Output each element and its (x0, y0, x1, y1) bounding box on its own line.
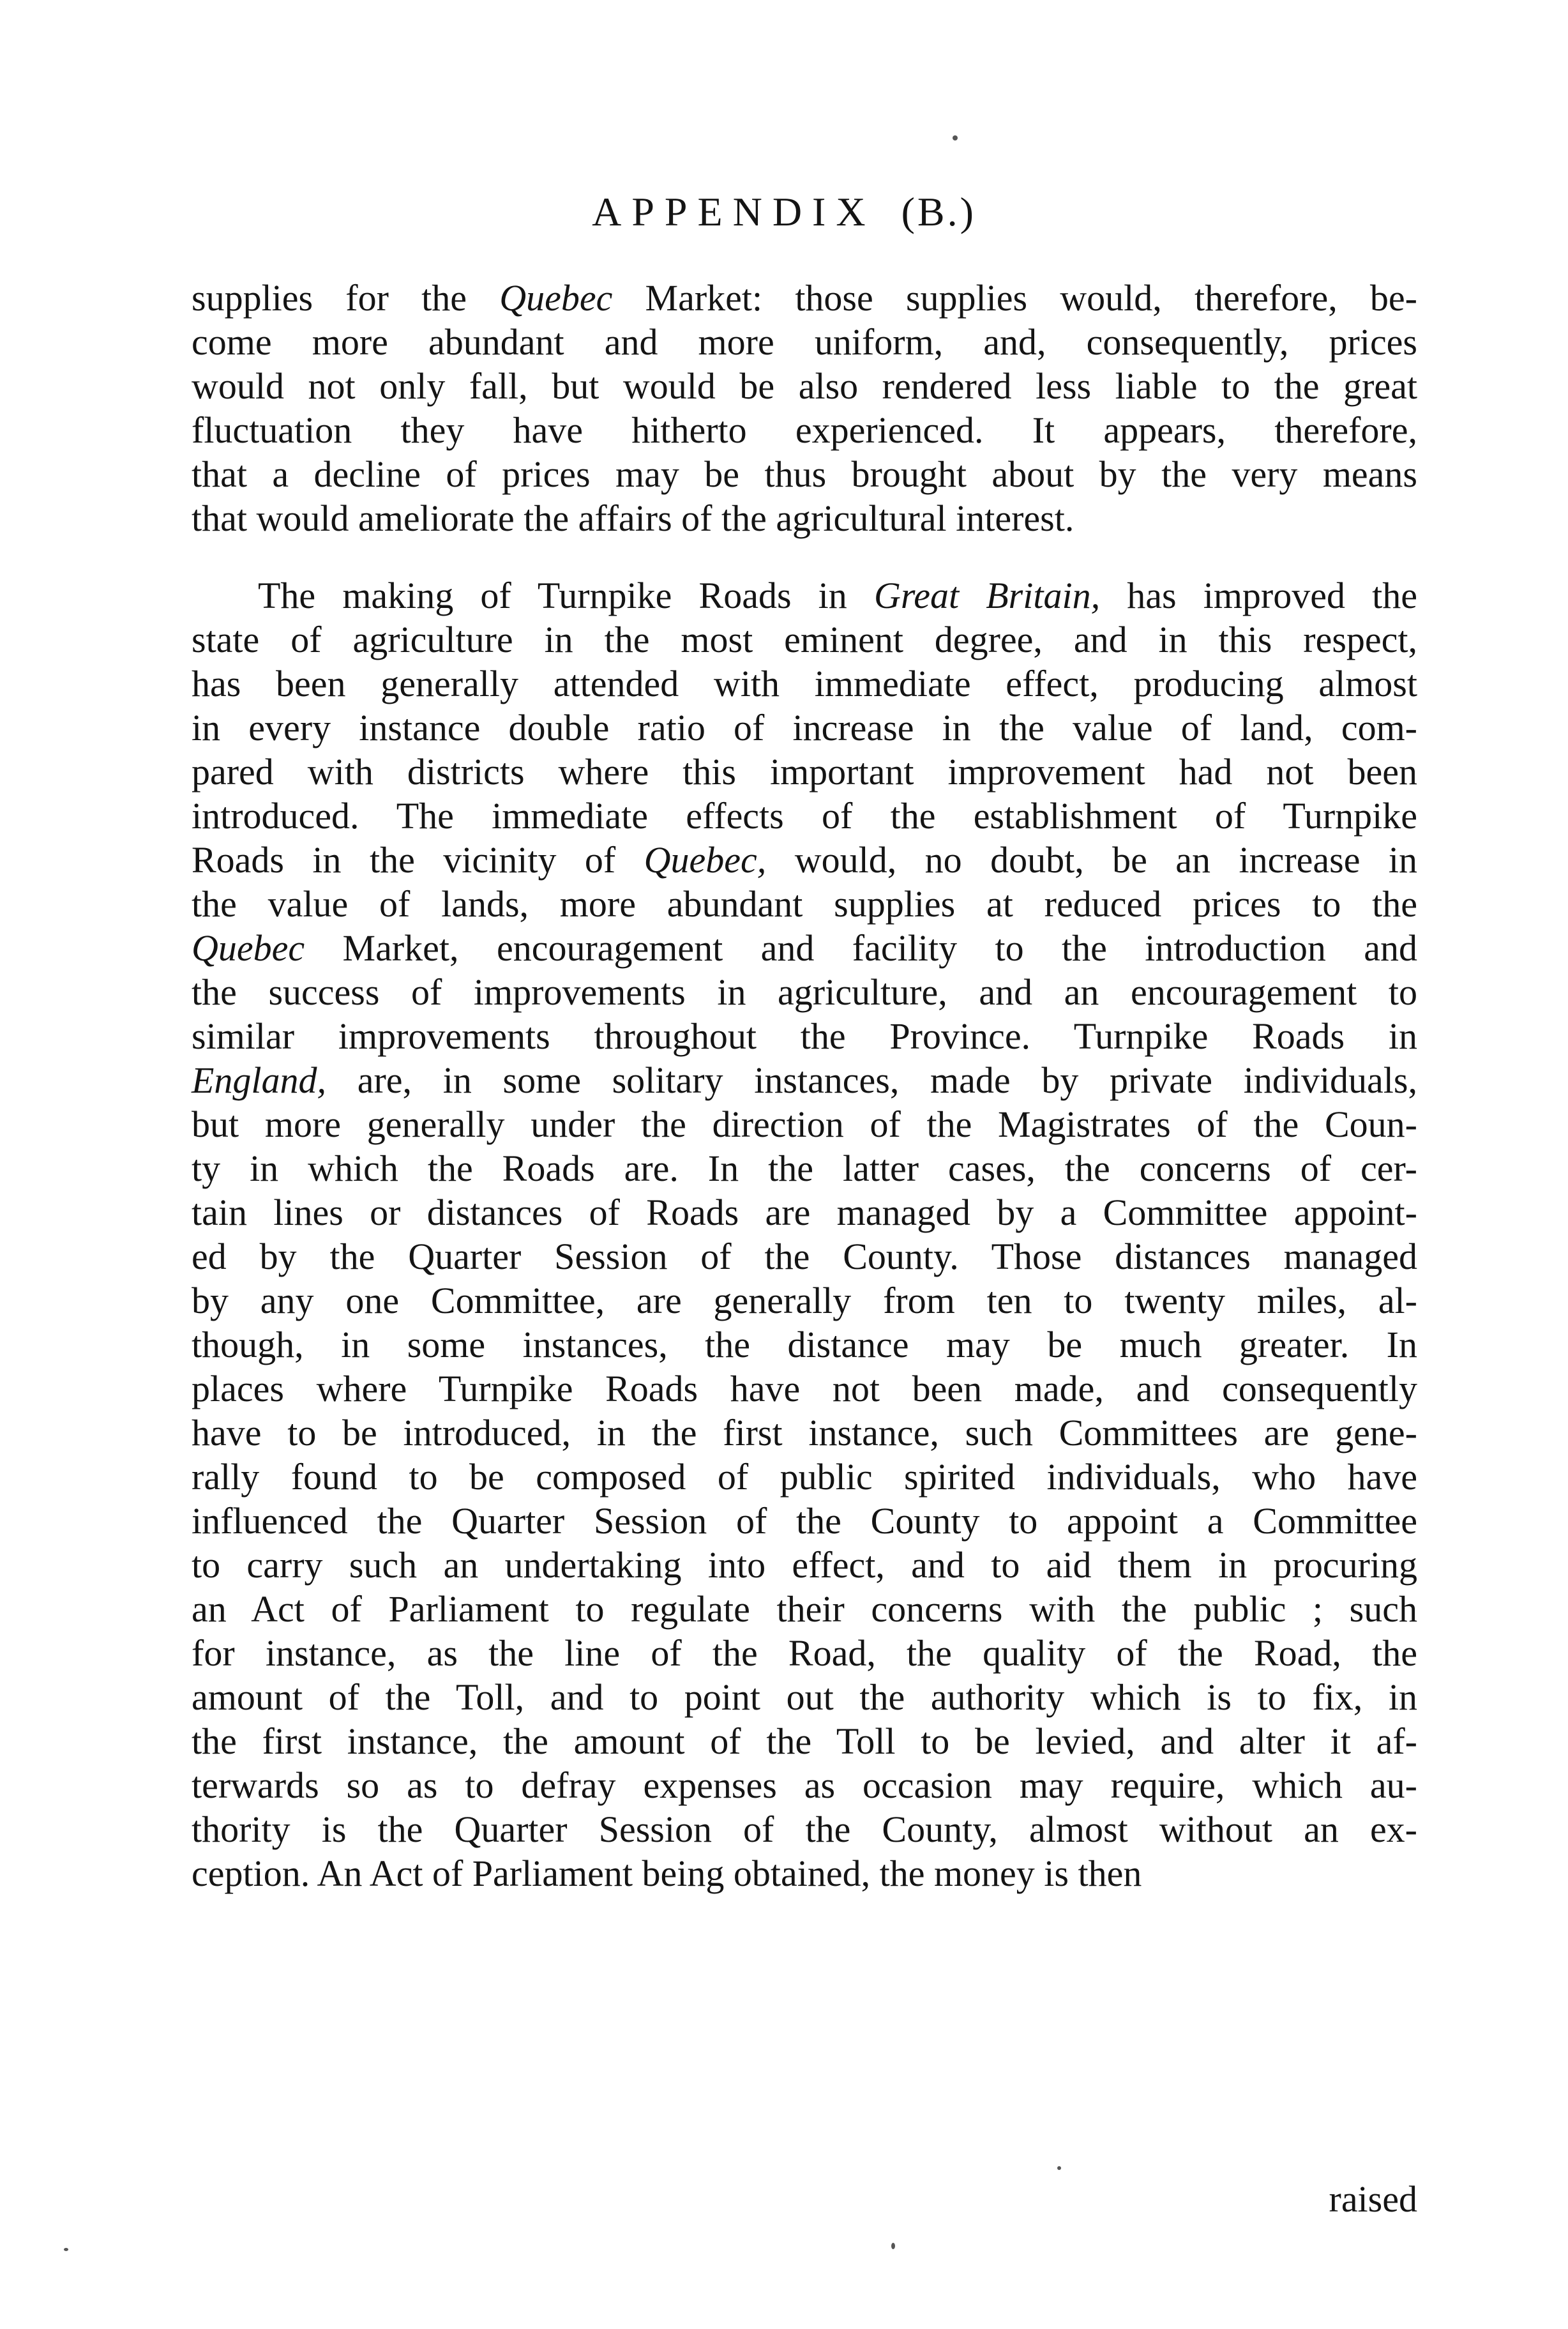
text-run: though, in some instances, the distance may be much greater. In (192, 1324, 1417, 1365)
page-header (0, 189, 1568, 234)
text-line (192, 618, 1417, 662)
text-run: ed by the Quarter Session of the County. Those distances managed (192, 1236, 1417, 1277)
text-line (192, 1102, 1417, 1146)
text-line (192, 1631, 1417, 1675)
text-line (192, 1719, 1417, 1763)
scan-speck (64, 2248, 68, 2251)
italic-text: Great Britain, (873, 575, 1101, 616)
paragraph-2 (192, 573, 1417, 1895)
text-run: supplies for the (192, 277, 500, 319)
paragraph-1 (192, 276, 1417, 540)
text-run: to carry such an undertaking into effect, and to aid them in procuring (192, 1544, 1417, 1586)
text-run: would not only fall, but would be also rendered less liable to the great (192, 365, 1417, 407)
text-line (192, 662, 1417, 706)
italic-text: Quebec (192, 927, 305, 969)
text-line (192, 970, 1417, 1014)
text-run: similar improvements throughout the Province. Turnpike Roads in (192, 1015, 1417, 1057)
text-run: by any one Committee, are generally from ten to twenty miles, al- (192, 1280, 1417, 1321)
text-line (192, 1675, 1417, 1719)
text-line (192, 452, 1417, 496)
text-run: has been generally attended with immediate effect, producing almost (192, 663, 1417, 704)
text-line (192, 1587, 1417, 1631)
text-line (192, 1499, 1417, 1543)
text-run: Roads in the vicinity of (192, 839, 644, 881)
text-run: terwards so as to defray expenses as occasion may require, which au- (192, 1764, 1417, 1806)
text-line (192, 1455, 1417, 1499)
text-run: are, in some solitary instances, made by private individuals, (326, 1059, 1417, 1101)
header-title: APPENDIX (592, 189, 876, 234)
text-run: Market: those supplies would, therefore, be- (612, 277, 1417, 319)
scan-speck (953, 135, 958, 140)
text-line (192, 1014, 1417, 1058)
italic-text: Quebec (499, 277, 613, 319)
italic-text: Quebec, (644, 839, 767, 881)
text-line (192, 1146, 1417, 1190)
text-run: that would ameliorate the affairs of the agricultural interest. (192, 497, 1074, 539)
text-line (192, 882, 1417, 926)
text-line (192, 1058, 1417, 1102)
scan-speck (1057, 2166, 1061, 2170)
text-line (192, 573, 1417, 618)
italic-text: England, (192, 1059, 327, 1101)
text-run: has improved the (1100, 575, 1417, 616)
text-line (192, 1367, 1417, 1411)
text-run: amount of the Toll, and to point out the authority which is to fix, in (192, 1676, 1417, 1718)
text-run: for instance, as the line of the Road, the quality of the Road, the (192, 1632, 1417, 1674)
text-line (192, 276, 1417, 320)
text-run: introduced. The immediate effects of the establishment of Turnpike (192, 795, 1417, 837)
text-run: pared with districts where this important improvement had not been (192, 751, 1417, 793)
text-line (192, 706, 1417, 750)
text-run: an Act of Parliament to regulate their concerns with the public ; such (192, 1588, 1417, 1630)
text-line (192, 1411, 1417, 1455)
text-run: the value of lands, more abundant supplies at reduced prices to the (192, 883, 1417, 925)
catchword: raised (1329, 2178, 1417, 2220)
text-line (192, 496, 1417, 540)
text-run: the first instance, the amount of the Toll to be levied, and alter it af- (192, 1720, 1417, 1762)
text-line (192, 1234, 1417, 1278)
text-line (192, 1851, 1417, 1895)
text-run: in every instance double ratio of increase in the value of land, com- (192, 707, 1417, 748)
text-line (192, 1763, 1417, 1807)
text-run: rally found to be composed of public spirited individuals, who have (192, 1456, 1417, 1498)
text-run: would, no doubt, be an increase in (766, 839, 1417, 881)
text-run: The making of Turnpike Roads in (258, 575, 874, 616)
text-line (192, 794, 1417, 838)
text-run: but more generally under the direction of the Magistrates of the Coun- (192, 1104, 1417, 1145)
text-line (192, 1323, 1417, 1367)
text-run: come more abundant and more uniform, and, consequently, prices (192, 321, 1417, 363)
text-run: have to be introduced, in the first instance, such Committees are gene- (192, 1412, 1417, 1453)
text-run: state of agriculture in the most eminent degree, and in this respect, (192, 619, 1417, 660)
text-run: the success of improvements in agriculture, and an encouragement to (192, 971, 1417, 1013)
text-run: ty in which the Roads are. In the latter cases, the concerns of cer- (192, 1148, 1417, 1189)
text-line (192, 838, 1417, 882)
text-run: fluctuation they have hitherto experienced. It appears, therefore, (192, 409, 1417, 451)
text-line (192, 320, 1417, 364)
text-run: influenced the Quarter Session of the County to appoint a Committee (192, 1500, 1417, 1542)
text-run: places where Turnpike Roads have not been made, and consequently (192, 1368, 1417, 1409)
text-run: that a decline of prices may be thus brought about by the very means (192, 453, 1417, 495)
text-run: ception. An Act of Parliament being obtained, the money is then (192, 1853, 1142, 1894)
text-line (192, 926, 1417, 970)
header-label: (B.) (901, 189, 976, 234)
text-line (192, 750, 1417, 794)
text-line (192, 1543, 1417, 1587)
text-line (192, 364, 1417, 408)
text-line (192, 1190, 1417, 1234)
text-run: Market, encouragement and facility to the introduction and (305, 927, 1417, 969)
text-run: tain lines or distances of Roads are managed by a Committee appoint- (192, 1192, 1417, 1233)
text-line (192, 1278, 1417, 1323)
text-run: thority is the Quarter Session of the County, almost without an ex- (192, 1809, 1417, 1850)
text-line (192, 1807, 1417, 1851)
text-line (192, 408, 1417, 452)
scan-speck (891, 2243, 895, 2249)
